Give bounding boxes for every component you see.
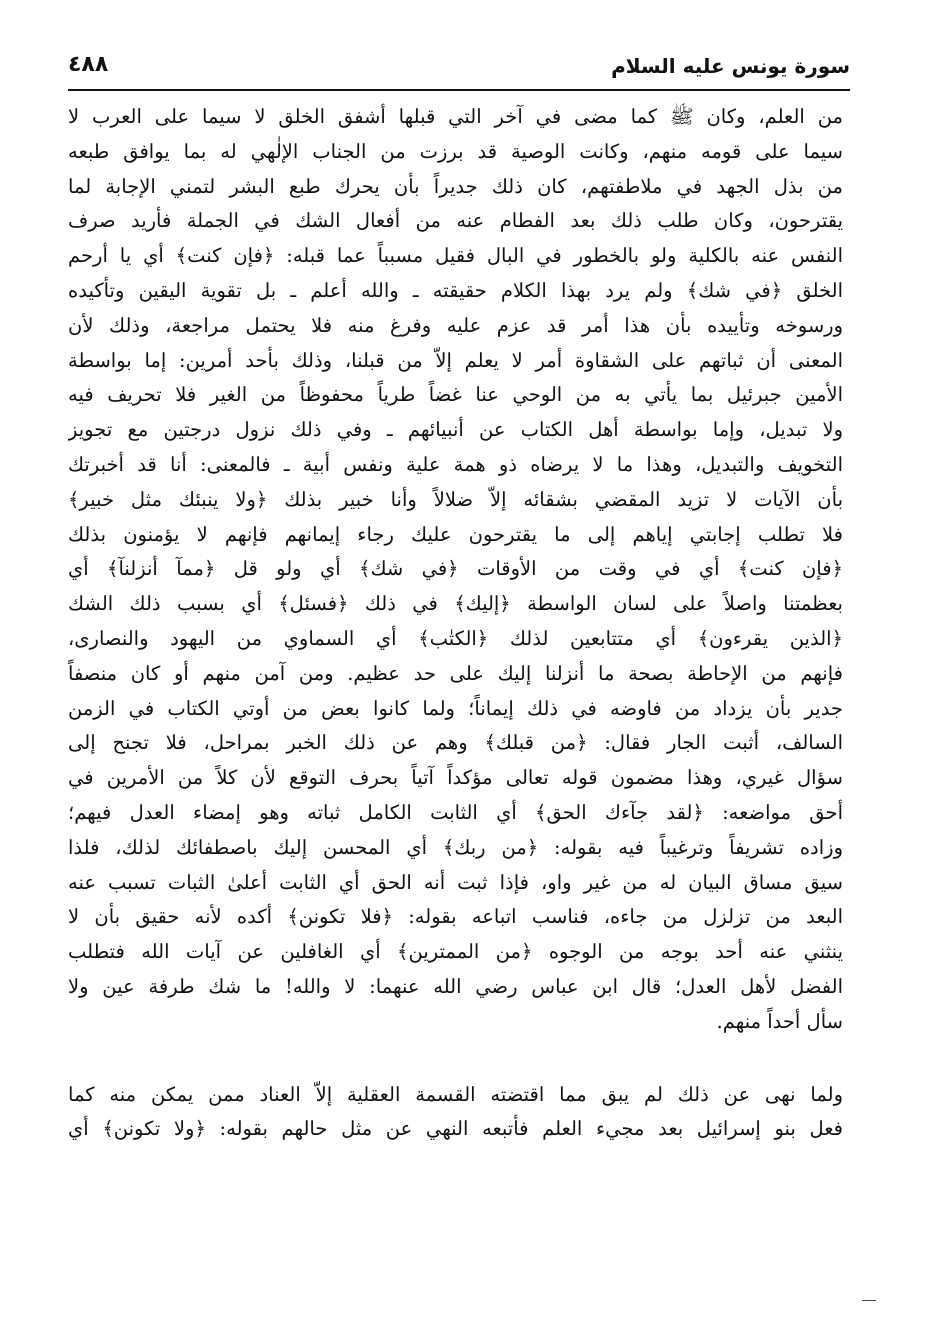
text-line: ورسوخه وتأييده بأن هذا أمر قد عزم عليه وفرغ منه فلا يحتمل مراجعة، وذلك لأن	[68, 313, 843, 337]
text-line: بعظمتنا واصلاً على لسان الواسطة ﴿إليك﴾ في ذلك ﴿فسئل﴾ أي بسبب ذلك الشك	[68, 592, 843, 616]
text-line: بأن الآيات لا تزيد المقضي بشقائه إلاّ ضلالاً وأنا خبير بذلك ﴿ولا ينبئك مثل خبير﴾	[68, 487, 843, 511]
text-line: البعد من تزلزل من جاءه، فناسب اتباعه بقوله: ﴿فلا تكونن﴾ أكده لأنه حقيق بأن لا	[68, 905, 843, 929]
text-line: التخويف والتبديل، وهذا ما لا يرضاه ذو همة علية ونفس أبية ـ فالمعنى: أنا قد أخبرتك	[68, 452, 843, 476]
text-line: فعل بنو إسرائيل بعد مجيء العلم فأتبعه النهي عن مثل حالهم بقوله: ﴿ولا تكونن﴾ أي	[68, 1117, 843, 1141]
text-line: النفس عنه بالكلية ولو بالخطور في البال فقيل مسبباً عما قبله: ﴿فإن كنت﴾ أي يا أرحم	[68, 244, 843, 268]
paragraph-gap	[68, 1040, 843, 1078]
text-line: يقترحون، وكان طلب ذلك بعد الفطام عنه من أفعال الشك في الجملة فأريد صرف	[68, 209, 843, 233]
header-rule	[68, 89, 850, 91]
text-line: السالف، أثبت الجار فقال: ﴿من قبلك﴾ وهم عن ذلك الخبر بمراحل، فلا تجنح إلى	[68, 731, 843, 755]
text-line: جدير بأن يزداد من فاوضه في ذلك إيماناً؛ ولما كانوا بعض من أوتي الكتاب في الزمن	[68, 696, 843, 720]
page-number: ٤٨٨	[68, 52, 109, 77]
text-line: ﴿الذين يقرءون﴾ أي متتابعين لذلك ﴿الكتٰب﴾ أي السماوي من اليهود والنصارى،	[68, 626, 843, 650]
text-line: الخلق ﴿في شك﴾ ولم يرد بهذا الكلام حقيقته ـ والله أعلم ـ بل تقوية اليقين وتأكيده	[68, 278, 843, 302]
paragraph	[68, 1078, 843, 1148]
paragraph	[68, 100, 843, 1040]
text-line: المعنى أن ثباتهم على الشقاوة أمر لا يعلم إلاّ من قبلنا، وذلك بأحد أمرين: إما بواسطة	[68, 348, 843, 372]
text-line: ولا تبديل، وإما بواسطة أهل الكتاب عن أنبيائهم ـ وفي ذلك نزول درجتين مع تجويز	[68, 418, 843, 442]
text-line: من بذل الجهد في ملاطفتهم، كان ذلك جديراً بأن يحرك طبع البشر لتمني الإجابة لما	[68, 174, 843, 198]
text-line: أحق مواضعه: ﴿لقد جآءك الحق﴾ أي الثابت الكامل ثباته وهو إمضاء العدل فيهم؛	[68, 800, 843, 824]
text-line: الفضل لأهل العدل؛ قال ابن عباس رضي الله عنهما: لا والله! ما شك طرفة عين ولا	[68, 974, 843, 998]
surah-title: سورة يونس عليه السلام	[611, 54, 850, 78]
body-text	[68, 100, 843, 1147]
running-header	[68, 50, 850, 84]
text-line: ولما نهى عن ذلك لم يبق مما اقتضته القسمة العقلية إلاّ العناد ممن يمكن منه كما	[68, 1082, 843, 1106]
text-line: وزاده تشريفاً وترغيباً فيه بقوله: ﴿من ربك﴾ أي المحسن إليك باصطفائك لذلك، فلذا	[68, 835, 843, 859]
text-line: سؤال غيري، وهذا مضمون قوله تعالى مؤكداً آتياً بحرف التوقع لأن كلاً من الأمرين في	[68, 766, 843, 790]
text-line: الأمين جبرئيل بما يأتي به من الوحي عنا غضاً طرياً محفوظاً من الغير فلا تحريف فيه	[68, 383, 843, 407]
margin-mark	[862, 1300, 876, 1301]
text-line: فلا تطلب إجابتي إياهم إلى ما يقترحون عليك رجاء إيمانهم فإنهم لا يؤمنون بذلك	[68, 522, 843, 546]
text-line: سأل أحداً منهم.	[716, 1009, 843, 1033]
text-line: ينثني عنه أحد بوجه من الوجوه ﴿من الممترين﴾ أي الغافلين عن آيات الله فتطلب	[68, 940, 843, 964]
text-line: فإنهم من الإحاطة بصحة ما أنزلنا إليك على حد عظيم. ومن آمن منهم أو كان منصفاً	[68, 661, 843, 685]
text-line: ﴿فإن كنت﴾ أي في وقت من الأوقات ﴿في شك﴾ أي ولو قل ﴿ممآ أنزلنآ﴾ أي	[68, 557, 843, 581]
text-line: سيما على قومه منهم، وكانت الوصية قد برزت من الجناب الإلٰهي له بما يوافق طبعه	[68, 139, 843, 163]
text-line: سيق مساق البيان له من غير واو، فإذا ثبت أنه الحق أي الثابت أعلىٰ الثبات تسبب عنه	[68, 870, 843, 894]
text-line: من العلم، وكان ﷺ كما مضى في آخر التي قبلها أشفق الخلق لا سيما على العرب لا	[68, 105, 843, 128]
